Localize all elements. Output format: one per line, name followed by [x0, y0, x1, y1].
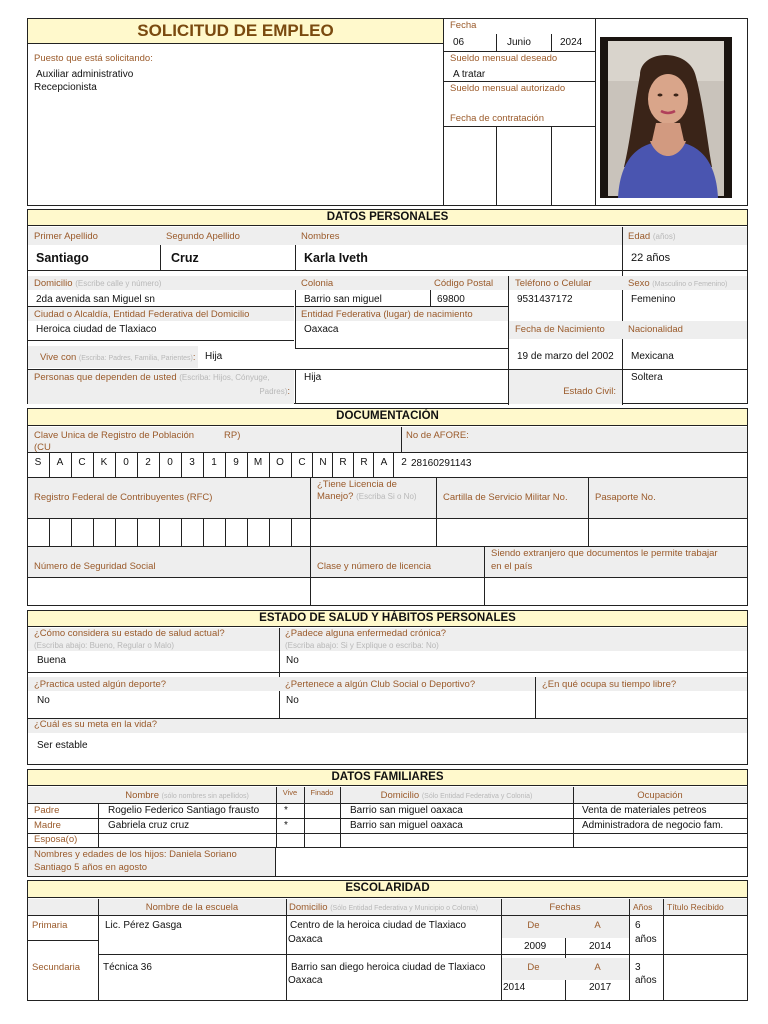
esc-a[interactable]: 2017 — [589, 982, 612, 993]
nombres[interactable]: Karla Iveth — [304, 251, 368, 265]
dependientes-label: Personas que dependen de usted (Escriba: Hijos, Cónyuge, — [34, 372, 270, 383]
primer-apellido[interactable]: Santiago — [36, 251, 89, 265]
curp-label-2: (CU — [34, 442, 51, 453]
dependientes[interactable]: Hija — [304, 372, 322, 383]
domicilio-label: Domicilio (Escribe calle y número) — [34, 278, 162, 289]
colonia[interactable]: Barrio san miguel — [304, 294, 382, 305]
esc-escuela[interactable]: Lic. Pérez Gasga — [105, 920, 182, 931]
estado-salud-hint: (Escriba abajo: Bueno, Regular o Malo) — [34, 641, 175, 650]
entidad-nacimiento[interactable]: Oaxaca — [304, 324, 339, 335]
fecha-nacimiento[interactable]: 19 de marzo del 2002 — [517, 351, 614, 362]
tiempo-libre-label: ¿En qué ocupa su tiempo libre? — [542, 679, 677, 690]
escolaridad-title: ESCOLARIDAD — [28, 881, 747, 898]
documentacion-title: DOCUMENTACIÓN — [28, 409, 747, 426]
cartilla-label: Cartilla de Servicio Militar No. — [443, 492, 568, 503]
fam-domicilio[interactable]: Barrio san miguel oaxaca — [350, 805, 463, 816]
fam-ocupacion[interactable]: Venta de materiales petreos — [582, 805, 707, 816]
estado-civil[interactable]: Soltera — [631, 372, 663, 383]
dependientes-hint-2: Padres): — [259, 386, 290, 397]
curp-label: Clave Unica de Registro de Población — [34, 430, 195, 441]
entidad-label: Entidad Federativa (lugar) de nacimiento — [301, 309, 473, 320]
esc-domicilio-header: Domicilio (Sólo Entidad Federativa y Municipio o Colonia) — [289, 902, 479, 913]
anios-header: Años — [633, 902, 653, 912]
cronica-label: ¿Padece alguna enfermedad crónica? — [285, 628, 447, 639]
esc-de[interactable]: 2009 — [524, 941, 547, 952]
portrait-image — [600, 37, 732, 198]
afore-label: No de AFORE: — [406, 430, 469, 441]
esc-a-label: A — [594, 962, 601, 973]
sueldo-deseado[interactable]: A tratar — [453, 69, 486, 80]
meta-label: ¿Cuál es su meta en la vida? — [34, 719, 158, 730]
curp-char: 9 — [233, 457, 239, 468]
fam-vive[interactable]: * — [284, 820, 288, 831]
puesto-label: Puesto que está solicitando: — [34, 53, 153, 64]
fecha-anio[interactable]: 2024 — [560, 37, 583, 48]
esc-anios-1[interactable]: 6 — [635, 920, 641, 931]
personales-title: DATOS PERSONALES — [28, 210, 747, 226]
rfc-label: Registro Federal de Contribuyentes (RFC) — [34, 492, 213, 503]
afore[interactable]: 28160291143 — [411, 458, 472, 469]
fam-nombre[interactable]: Rogelio Federico Santiago frausto — [108, 805, 260, 816]
nacionalidad-label: Nacionalidad — [628, 324, 683, 335]
escuela-header: Nombre de la escuela — [145, 902, 239, 913]
titulo-header: Título Recibido — [667, 902, 724, 912]
edad-label: Edad (años) — [628, 231, 676, 242]
nacionalidad[interactable]: Mexicana — [631, 351, 674, 362]
fam-vive[interactable]: * — [284, 805, 288, 816]
esc-domicilio-2[interactable]: Oaxaca — [288, 934, 323, 945]
cp-label: Código Postal — [434, 278, 494, 289]
puesto-1[interactable]: Auxiliar administrativo — [36, 69, 134, 80]
salud-title: ESTADO DE SALUD Y HÁBITOS PERSONALES — [28, 611, 747, 627]
fecha-contratacion-label: Fecha de contratación — [450, 113, 545, 124]
esc-anios-2[interactable]: años — [635, 975, 657, 986]
segundo-apellido[interactable]: Cruz — [171, 251, 199, 265]
esc-nivel: Secundaria — [32, 962, 81, 973]
club[interactable]: No — [286, 695, 299, 706]
esc-domicilio-1[interactable]: Barrio san diego heroica ciudad de Tlaxiaco — [291, 962, 486, 973]
vive-con[interactable]: Hija — [205, 351, 223, 362]
esc-domicilio-2[interactable]: Oaxaca — [288, 975, 323, 986]
vive-con-label: Vive con (Escriba: Padres, Familia, Parientes): — [40, 352, 196, 363]
esc-nivel: Primaria — [32, 920, 68, 931]
cronica[interactable]: No — [286, 655, 299, 666]
form-title: SOLICITUD DE EMPLEO — [28, 19, 443, 43]
fam-domicilio-header: Domicilio (Sólo Entidad Federativa y Colonia) — [380, 790, 533, 801]
hijos-label-2: Santiago 5 años en agosto — [34, 862, 148, 873]
ciudad[interactable]: Heroica ciudad de Tlaxiaco — [36, 324, 157, 335]
cronica-hint: (Escriba abajo: Si y Explique o escriba: No) — [285, 641, 439, 650]
licencia-label: ¿Tiene Licencia de — [317, 479, 397, 490]
curp-char: A — [380, 457, 388, 468]
fam-domicilio[interactable]: Barrio san miguel oaxaca — [350, 820, 463, 831]
fam-finado-header: Finado — [310, 788, 334, 797]
curp-char: O — [276, 457, 284, 468]
edad[interactable]: 22 años — [631, 252, 671, 264]
curp-char: 2 — [401, 457, 407, 468]
extranjero-label: Siendo extranjero que documentos le permite trabajar — [491, 548, 718, 559]
curp-char: S — [34, 457, 42, 468]
licencia-label-2: Manejo? (Escriba Si o No) — [317, 491, 417, 502]
fecha-dia[interactable]: 06 — [453, 37, 465, 48]
codigo-postal[interactable]: 69800 — [437, 294, 465, 305]
meta[interactable]: Ser estable — [37, 740, 88, 751]
applicant-photo — [600, 37, 732, 198]
pasaporte-label: Pasaporte No. — [595, 492, 656, 503]
esc-anios-1[interactable]: 3 — [635, 962, 641, 973]
esc-de[interactable]: 2014 — [503, 982, 526, 993]
curp-label-rp: RP) — [224, 430, 241, 441]
curp-char: M — [253, 457, 263, 468]
curp-char: A — [56, 457, 64, 468]
fechas-header: Fechas — [549, 902, 581, 913]
primer-apellido-label: Primer Apellido — [34, 231, 98, 242]
fam-vive-header: Vive — [282, 788, 298, 797]
fam-ocupacion[interactable]: Administradora de negocio fam. — [582, 820, 724, 831]
nss-label: Número de Seguridad Social — [34, 561, 156, 572]
curp-char: 1 — [211, 457, 217, 468]
extranjero-label-2: en el país — [491, 561, 533, 572]
sexo[interactable]: Femenino — [631, 294, 676, 305]
curp-char: R — [339, 457, 347, 468]
puesto-2[interactable]: Recepcionista — [34, 82, 97, 93]
estado-salud[interactable]: Buena — [37, 655, 66, 666]
ciudad-label: Ciudad o Alcaldía, Entidad Federativa del Domicilio — [34, 309, 250, 320]
sueldo-autorizado-label: Sueldo mensual autorizado — [450, 83, 566, 94]
estado-civil-label: Estado Civil: — [563, 386, 616, 397]
domicilio[interactable]: 2da avenida san Miguel sn — [36, 294, 155, 305]
deporte-label: ¿Practica usted algún deporte? — [34, 679, 167, 690]
segundo-apellido-label: Segundo Apellido — [166, 231, 240, 242]
esc-de-label: De — [527, 962, 540, 973]
curp-char: C — [298, 457, 306, 468]
fecha-mes[interactable]: Junio — [507, 37, 531, 48]
fam-rel: Madre — [34, 820, 61, 831]
nombres-label: Nombres — [301, 231, 340, 242]
curp-char: R — [360, 457, 368, 468]
club-label: ¿Pertenece a algún Club Social o Deportivo? — [285, 679, 476, 690]
esc-anios-2[interactable]: años — [635, 934, 657, 945]
esc-de-label: De — [527, 920, 540, 931]
familiares-title: DATOS FAMILIARES — [28, 770, 747, 786]
telefono[interactable]: 9531437172 — [517, 294, 573, 305]
telefono-label: Teléfono o Celular — [515, 278, 592, 289]
curp-char: N — [319, 457, 327, 468]
curp-char: 0 — [167, 457, 173, 468]
curp-char: C — [78, 457, 86, 468]
fam-rel: Esposa(o) — [34, 834, 78, 845]
curp-char: 0 — [123, 457, 129, 468]
esc-escuela[interactable]: Técnica 36 — [103, 962, 152, 973]
esc-domicilio-1[interactable]: Centro de la heroica ciudad de Tlaxiaco — [290, 920, 467, 931]
fam-nombre-header: Nombre (sólo nombres sin apellidos) — [125, 790, 249, 801]
fam-ocupacion-header: Ocupación — [637, 790, 683, 801]
esc-a-label: A — [594, 920, 601, 931]
fam-nombre[interactable]: Gabriela cruz cruz — [108, 820, 190, 831]
fecha-nacimiento-label: Fecha de Nacimiento — [515, 324, 605, 335]
estado-salud-label: ¿Cómo considera su estado de salud actual? — [34, 628, 225, 639]
esc-a[interactable]: 2014 — [589, 941, 612, 952]
deporte[interactable]: No — [37, 695, 50, 706]
fam-rel: Padre — [34, 805, 60, 816]
sueldo-deseado-label: Sueldo mensual deseado — [450, 53, 558, 64]
colonia-label: Colonia — [301, 278, 334, 289]
clase-licencia-label: Clase y número de licencia — [317, 561, 432, 572]
hijos-label: Nombres y edades de los hijos: Daniela Soriano — [34, 849, 237, 860]
curp-char: K — [100, 457, 108, 468]
curp-char: 2 — [145, 457, 151, 468]
sexo-label: Sexo (Masculino o Femenino) — [628, 278, 728, 289]
curp-char: 3 — [189, 457, 195, 468]
fecha-label: Fecha — [450, 20, 477, 31]
